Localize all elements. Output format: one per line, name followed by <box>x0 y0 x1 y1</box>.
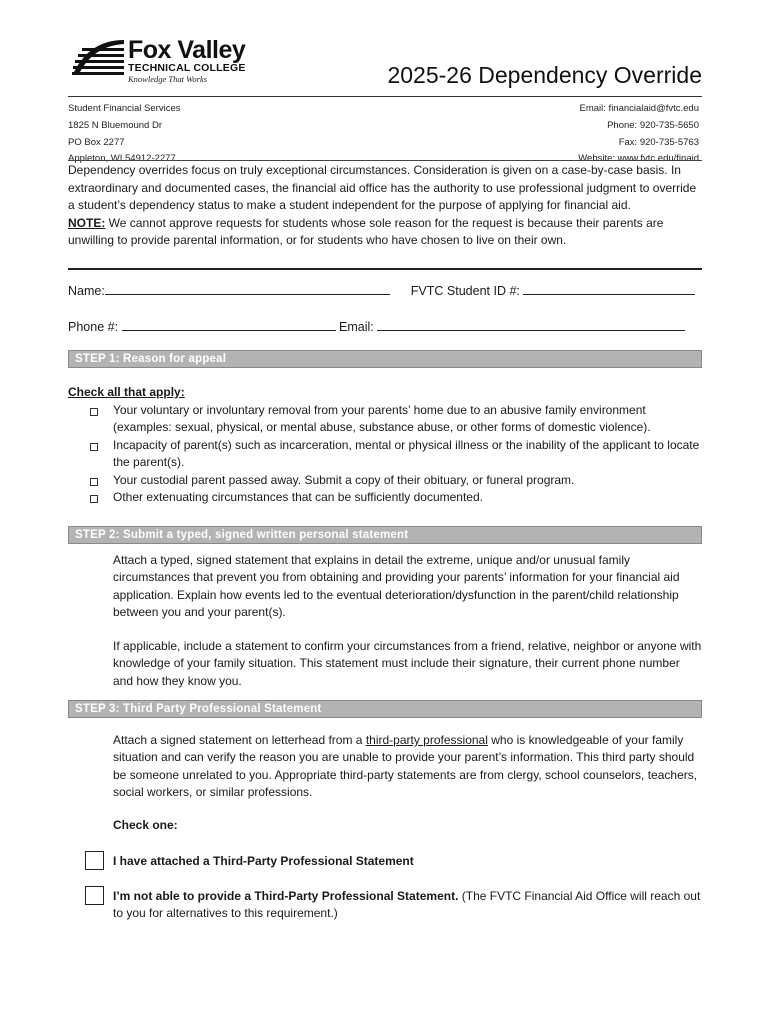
email-label: Email: <box>339 320 374 334</box>
email-field[interactable] <box>377 317 685 331</box>
attached-statement-label <box>113 853 703 870</box>
contact-phone: Phone: 920-735-5650 <box>607 119 699 131</box>
choice2-bold: I’m not able to provide a Third-Party Professional Statement. <box>113 889 459 903</box>
intro-text <box>68 162 704 250</box>
phone-field[interactable] <box>122 317 336 331</box>
step3-header: STEP 3: Third Party Professional Statement <box>68 700 702 718</box>
fvtc-logo <box>72 38 252 88</box>
address-line: 1825 N Bluemound Dr <box>68 119 162 131</box>
name-id-row <box>68 281 695 298</box>
address-divider <box>68 160 702 161</box>
choice1-text: I have attached a Third-Party Professional Statement <box>113 854 414 868</box>
step2-paragraph-1: Attach a typed, signed statement that explains in detail the extreme, unique and/or unusual family circumstances that prevent you from obtaining and providing your parents’ information for your financial aid application. Explain how events led to the eventual deterioration/dysfunction in the parent/child relationship between you and your parent(s). <box>113 553 680 620</box>
step3-text-post: who is knowledgeable of your family situation and can verify the reason you are unable to provide your parent’s information. This third party should be someone unrelated to you. Appropriate third-party statements are from clergy, school counselors, teachers, social workers, or similar professions. <box>113 733 698 800</box>
intro-paragraph: Dependency overrides focus on truly exceptional circumstances. Consideration is given on a case-by-case basis. In extraordinary and documented cases, the financial aid office has the authority to use professional judgment to override a student’s dependency status to make a student independent for the purpose of applying for financial aid. <box>68 163 697 213</box>
intro-divider <box>68 268 702 270</box>
option-label: Your voluntary or involuntary removal from your parents’ home due to an abusive family environment (examples: sexual, physical, or mental abuse, substance abuse, or other forms of domestic violence). <box>113 403 651 435</box>
step3-paragraph <box>113 732 703 802</box>
contact-fax: Fax: 920-735-5763 <box>618 136 699 148</box>
step1-header: STEP 1: Reason for appeal <box>68 350 702 368</box>
option-label: Other extenuating circumstances that can be sufficiently documented. <box>113 490 483 505</box>
office-contact <box>578 101 699 168</box>
no-statement-checkbox[interactable] <box>85 886 104 905</box>
contact-email: Email: financialaid@fvtc.edu <box>579 103 699 114</box>
student-id-field[interactable] <box>523 281 695 295</box>
student-id-label: FVTC Student ID #: <box>410 284 520 298</box>
reason-option-incapacity[interactable] <box>88 437 704 472</box>
checkbox[interactable] <box>90 478 98 486</box>
fox-valley-logo-icon <box>72 38 126 78</box>
checkbox[interactable] <box>90 495 98 503</box>
address-line: Student Financial Services <box>68 103 181 114</box>
check-one-label: Check one: <box>113 818 178 832</box>
choice2-rest: (The FVTC Financial Aid Office will reach out to you for alternatives to this requirement.) <box>113 889 701 921</box>
step3-text-pre: Attach a signed statement on letterhead from a <box>113 733 366 747</box>
reason-option-other[interactable] <box>88 489 704 506</box>
address-line: PO Box 2277 <box>68 136 125 148</box>
phone-email-row <box>68 317 685 334</box>
step2-header: STEP 2: Submit a typed, signed written personal statement <box>68 526 702 544</box>
logo-name: Fox Valley <box>128 36 246 64</box>
checkbox[interactable] <box>90 443 98 451</box>
checkbox[interactable] <box>90 408 98 416</box>
reason-option-deceased[interactable] <box>88 472 704 489</box>
check-all-label: Check all that apply: <box>68 385 185 399</box>
office-address <box>68 101 180 168</box>
reason-option-abuse[interactable] <box>88 402 704 437</box>
option-label: Incapacity of parent(s) such as incarceration, mental or physical illness or the inability of the applicant to locate the parent(s). <box>113 437 700 470</box>
document-title: 2025-26 Dependency Override <box>387 62 702 88</box>
note-label: NOTE: <box>68 215 106 230</box>
attached-statement-checkbox[interactable] <box>85 851 104 870</box>
header-divider <box>68 96 702 97</box>
step2-paragraph-2: If applicable, include a statement to confirm your circumstances from a friend, relative, neighbor or anyone with knowledge of your family situation. This statement must include their signature, their current phone number and how they know you. <box>113 639 702 688</box>
phone-label: Phone #: <box>68 320 119 334</box>
name-label: Name: <box>68 284 105 298</box>
intro-note <box>68 215 704 250</box>
address-line: Appleton, WI 54912-2277 <box>68 153 176 165</box>
name-field[interactable] <box>105 281 390 295</box>
reason-options <box>88 402 704 506</box>
no-statement-label <box>113 888 703 923</box>
third-party-term: third-party professional <box>365 733 488 747</box>
contact-website: Website: www.fvtc.edu/finaid <box>578 153 699 165</box>
note-text: We cannot approve requests for students whose sole reason for the request is because their parents are unwilling to provide parental information, or for students who have chosen to live on their own. <box>68 215 664 248</box>
logo-tagline: Knowledge That Works <box>128 74 208 84</box>
option-label: Your custodial parent passed away. Submit a copy of their obituary, or funeral program. <box>113 472 575 487</box>
logo-subtitle: TECHNICAL COLLEGE <box>128 62 246 74</box>
